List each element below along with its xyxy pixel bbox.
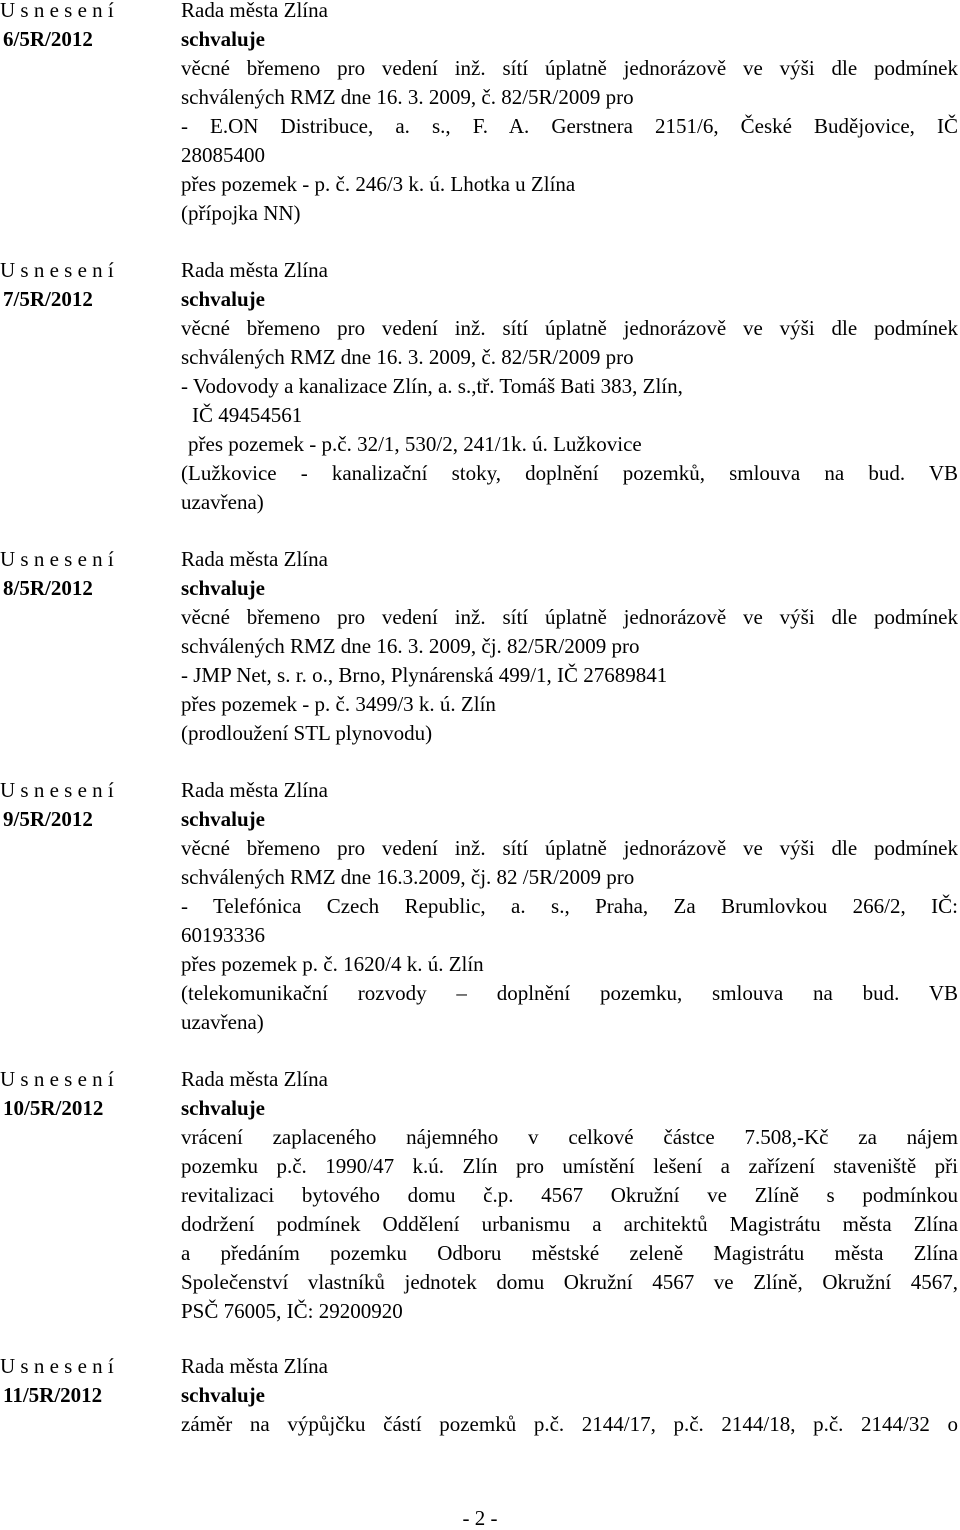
- body-line: schválených RMZ dne 16.3.2009, čj. 82 /5R/2009 pro: [181, 865, 635, 889]
- page-number: - 2 -: [462, 1506, 498, 1530]
- body-line: věcné břemeno pro vedení inž. sítí úplatně jednorázově ve výši dle podmínek: [181, 316, 958, 340]
- resolution-label: U s n e s e n í: [0, 1354, 114, 1378]
- body-line: Společenství vlastníků jednotek domu Okružní 4567 ve Zlíně, Okružní 4567,: [181, 1270, 958, 1294]
- body-line: 28085400: [181, 143, 265, 167]
- body-line: schválených RMZ dne 16. 3. 2009, čj. 82/5R/2009 pro: [181, 634, 640, 658]
- body-line: přes pozemek - p. č. 246/3 k. ú. Lhotka u Zlína: [181, 172, 576, 196]
- resolution-label: U s n e s e n í: [0, 0, 114, 22]
- resolution-header: [0, 256, 170, 314]
- body-line: 60193336: [181, 923, 265, 947]
- council-name: Rada města Zlína: [181, 547, 328, 571]
- body-line: vrácení zaplaceného nájemného v celkové částce 7.508,-Kč za nájem: [181, 1125, 958, 1149]
- body-line: revitalizaci bytového domu č.p. 4567 Okružní ve Zlíně s podmínkou: [181, 1183, 958, 1207]
- council-name: Rada města Zlína: [181, 1354, 328, 1378]
- body-line: PSČ 76005, IČ: 29200920: [181, 1299, 403, 1323]
- resolution-verb: schvaluje: [181, 1096, 265, 1120]
- resolution-header: [0, 776, 170, 834]
- resolution-number: 6/5R/2012: [3, 27, 93, 51]
- body-line: schválených RMZ dne 16. 3. 2009, č. 82/5R/2009 pro: [181, 345, 634, 369]
- resolution-number: 11/5R/2012: [3, 1383, 103, 1407]
- resolution-verb: schvaluje: [181, 287, 265, 311]
- resolution-header: [0, 545, 170, 603]
- resolution-number: 8/5R/2012: [3, 576, 93, 600]
- body-line: - JMP Net, s. r. o., Brno, Plynárenská 499/1, IČ 27689841: [181, 663, 668, 687]
- resolution-label: U s n e s e n í: [0, 258, 114, 282]
- resolution-header: [0, 1065, 170, 1123]
- body-line: přes pozemek - p. č. 3499/3 k. ú. Zlín: [181, 692, 496, 716]
- body-line: věcné břemeno pro vedení inž. sítí úplatně jednorázově ve výši dle podmínek: [181, 605, 958, 629]
- resolution-number: 9/5R/2012: [3, 807, 93, 831]
- body-line: přes pozemek p. č. 1620/4 k. ú. Zlín: [181, 952, 484, 976]
- body-line: (telekomunikační rozvody – doplnění pozemku, smlouva na bud. VB: [181, 981, 958, 1005]
- resolution-verb: schvaluje: [181, 576, 265, 600]
- resolution-number: 7/5R/2012: [3, 287, 93, 311]
- council-name: Rada města Zlína: [181, 258, 328, 282]
- body-line: - Vodovody a kanalizace Zlín, a. s.,tř. Tomáš Bati 383, Zlín,: [181, 374, 683, 398]
- resolution-header: [0, 0, 170, 54]
- resolution-body: [181, 545, 958, 748]
- body-line: (Lužkovice - kanalizační stoky, doplnění pozemků, smlouva na bud. VB: [181, 461, 958, 485]
- council-name: Rada města Zlína: [181, 0, 328, 22]
- body-line: a předáním pozemku Odboru městské zeleně Magistrátu města Zlína: [181, 1241, 958, 1265]
- resolution-body: [181, 256, 958, 517]
- council-name: Rada města Zlína: [181, 1067, 328, 1091]
- body-line: (přípojka NN): [181, 201, 301, 225]
- body-line: dodržení podmínek Oddělení urbanismu a architektů Magistrátu města Zlína: [181, 1212, 958, 1236]
- resolution-number: 10/5R/2012: [3, 1096, 104, 1120]
- resolution-header: [0, 1352, 170, 1410]
- resolution-body: [181, 0, 958, 228]
- body-line: IČ 49454561: [192, 403, 303, 427]
- body-line: - E.ON Distribuce, a. s., F. A. Gerstnera 2151/6, České Budějovice, IČ: [181, 114, 958, 138]
- body-line: - Telefónica Czech Republic, a. s., Praha, Za Brumlovkou 266/2, IČ:: [181, 894, 958, 918]
- resolution-verb: schvaluje: [181, 807, 265, 831]
- resolution-verb: schvaluje: [181, 27, 265, 51]
- resolution-body: [181, 776, 958, 1037]
- body-line: (prodloužení STL plynovodu): [181, 721, 433, 745]
- body-line: přes pozemek - p.č. 32/1, 530/2, 241/1k. ú. Lužkovice: [188, 432, 642, 456]
- body-line: věcné břemeno pro vedení inž. sítí úplatně jednorázově ve výši dle podmínek: [181, 836, 958, 860]
- resolution-label: U s n e s e n í: [0, 778, 114, 802]
- council-name: Rada města Zlína: [181, 778, 328, 802]
- resolution-verb: schvaluje: [181, 1383, 265, 1407]
- resolution-body: [181, 1352, 958, 1439]
- resolution-label: U s n e s e n í: [0, 1067, 114, 1091]
- body-line: záměr na výpůjčku částí pozemků p.č. 2144/17, p.č. 2144/18, p.č. 2144/32 o: [181, 1412, 958, 1436]
- resolution-label: U s n e s e n í: [0, 547, 114, 571]
- body-line: pozemku p.č. 1990/47 k.ú. Zlín pro umístění lešení a zařízení staveniště při: [181, 1154, 958, 1178]
- body-line: uzavřena): [181, 1010, 264, 1034]
- body-line: věcné břemeno pro vedení inž. sítí úplatně jednorázově ve výši dle podmínek: [181, 56, 958, 80]
- resolution-body: [181, 1065, 958, 1326]
- body-line: schválených RMZ dne 16. 3. 2009, č. 82/5R/2009 pro: [181, 85, 634, 109]
- body-line: uzavřena): [181, 490, 264, 514]
